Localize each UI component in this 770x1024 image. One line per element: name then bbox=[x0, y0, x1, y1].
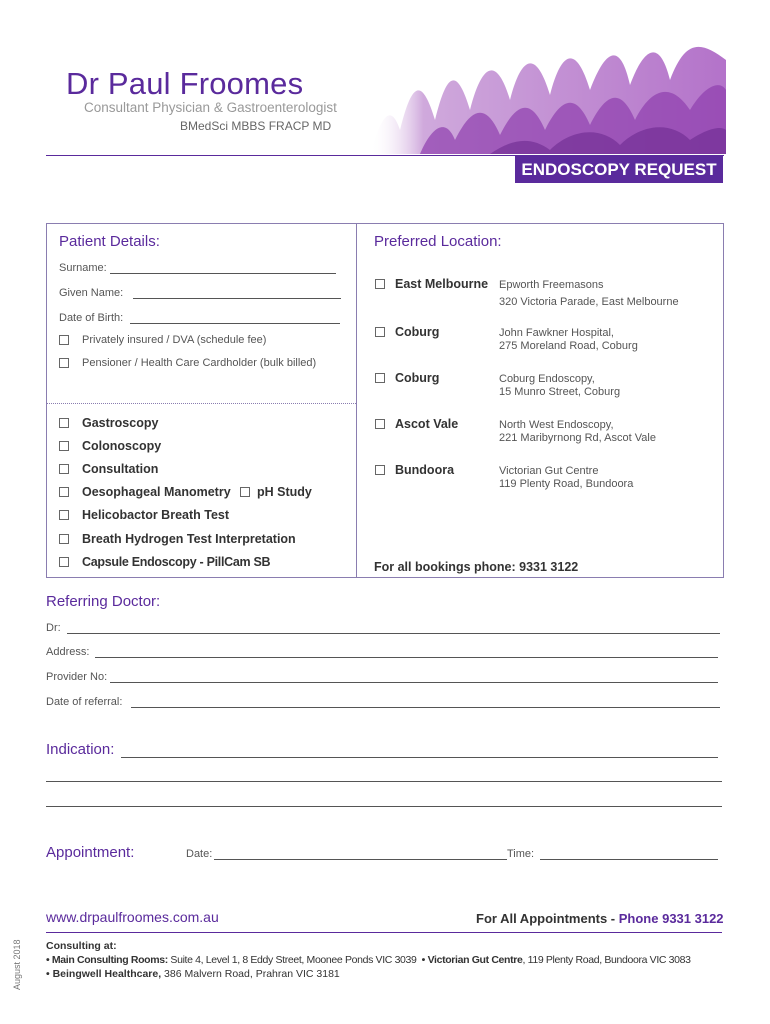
location-bundoora-address-2: 119 Plenty Road, Bundoora bbox=[499, 478, 634, 490]
indication-field-3[interactable] bbox=[46, 806, 722, 807]
capsule-endoscopy-label: Capsule Endoscopy - PillCam SB bbox=[82, 555, 271, 569]
gastroscopy-label: Gastroscopy bbox=[82, 416, 159, 430]
location-coburg-endo-checkbox[interactable] bbox=[375, 373, 385, 383]
pensioner-checkbox[interactable] bbox=[59, 358, 69, 368]
gastroscopy-checkbox[interactable] bbox=[59, 418, 69, 428]
provider-no-field[interactable] bbox=[110, 682, 718, 683]
appointments-phone-number: Phone 9331 3122 bbox=[618, 911, 724, 926]
indication-title: Indication: bbox=[46, 741, 115, 758]
procedures-divider bbox=[47, 403, 356, 404]
location-bundoora-label: Bundoora bbox=[395, 463, 455, 477]
private-insured-checkbox[interactable] bbox=[59, 335, 69, 345]
panel-divider bbox=[356, 223, 357, 578]
referring-doctor-title: Referring Doctor: bbox=[46, 593, 161, 610]
location-coburg-endo-label: Coburg bbox=[395, 371, 440, 385]
location-coburg-jfh-address-2: 275 Moreland Road, Coburg bbox=[499, 340, 638, 352]
doctor-qualifications: BMedSci MBBS FRACP MD bbox=[180, 119, 332, 133]
referral-date-field[interactable] bbox=[131, 707, 720, 708]
appointment-date-label: Date: bbox=[186, 848, 213, 860]
location-ascot-vale-address-1: North West Endoscopy, bbox=[499, 419, 614, 431]
appointments-phone bbox=[476, 911, 724, 926]
location-bundoora-address-1: Victorian Gut Centre bbox=[499, 465, 599, 477]
location-east-melbourne-checkbox[interactable] bbox=[375, 279, 385, 289]
location-east-melbourne-label: East Melbourne bbox=[395, 277, 489, 291]
colonoscopy-label: Colonoscopy bbox=[82, 439, 162, 453]
gut-centre-address: , 119 Plenty Road, Bundoora VIC 3083 bbox=[522, 954, 691, 966]
form-version-date: August 2018 bbox=[12, 939, 22, 990]
location-bundoora-checkbox[interactable] bbox=[375, 465, 385, 475]
breath-hydrogen-label: Breath Hydrogen Test Interpretation bbox=[82, 532, 296, 546]
manometry-label: Oesophageal Manometry bbox=[82, 485, 231, 499]
appointments-prefix: For All Appointments - bbox=[476, 911, 619, 926]
location-ascot-vale-label: Ascot Vale bbox=[395, 417, 459, 431]
preferred-location-title: Preferred Location: bbox=[374, 233, 502, 250]
helicobacter-label: Helicobactor Breath Test bbox=[82, 508, 230, 522]
given-name-field[interactable] bbox=[133, 298, 341, 299]
referring-address-label: Address: bbox=[46, 646, 90, 658]
location-east-melbourne-address-1: Epworth Freemasons bbox=[499, 279, 604, 291]
location-coburg-endo-address-1: Coburg Endoscopy, bbox=[499, 373, 595, 385]
referral-date-label: Date of referral: bbox=[46, 696, 123, 708]
ph-study-checkbox[interactable] bbox=[240, 487, 250, 497]
surname-label: Surname: bbox=[59, 262, 107, 274]
dob-field[interactable] bbox=[130, 323, 340, 324]
patient-location-panel bbox=[46, 223, 724, 578]
colonoscopy-checkbox[interactable] bbox=[59, 441, 69, 451]
consulting-at-label: Consulting at: bbox=[46, 940, 117, 952]
referring-dr-label: Dr: bbox=[46, 622, 61, 634]
appointment-title: Appointment: bbox=[46, 844, 135, 861]
provider-no-label: Provider No: bbox=[46, 671, 108, 683]
given-name-label: Given Name: bbox=[59, 287, 124, 299]
doctor-subtitle: Consultant Physician & Gastroenterologist bbox=[84, 100, 337, 115]
appointment-time-label: Time: bbox=[507, 848, 535, 860]
consultation-label: Consultation bbox=[82, 462, 159, 476]
form-title-banner: ENDOSCOPY REQUEST bbox=[515, 156, 723, 183]
referring-address-field[interactable] bbox=[95, 657, 718, 658]
website-link[interactable]: www.drpaulfroomes.com.au bbox=[46, 909, 219, 925]
surname-field[interactable] bbox=[110, 273, 336, 274]
private-insured-label: Privately insured / DVA (schedule fee) bbox=[82, 334, 267, 346]
appointment-date-field[interactable] bbox=[214, 859, 507, 860]
location-east-melbourne-address-2: 320 Victoria Parade, East Melbourne bbox=[499, 296, 679, 308]
ph-study-label: pH Study bbox=[257, 485, 312, 499]
consultation-checkbox[interactable] bbox=[59, 464, 69, 474]
gut-centre-label: • Victorian Gut Centre bbox=[421, 954, 523, 966]
beingwell-address: 386 Malvern Road, Prahran VIC 3181 bbox=[161, 968, 340, 980]
location-coburg-jfh-label: Coburg bbox=[395, 325, 440, 339]
location-coburg-jfh-checkbox[interactable] bbox=[375, 327, 385, 337]
indication-field-1[interactable] bbox=[121, 757, 718, 758]
location-ascot-vale-address-2: 221 Maribyrnong Rd, Ascot Vale bbox=[499, 432, 656, 444]
patient-details-title: Patient Details: bbox=[59, 233, 160, 250]
location-ascot-vale-checkbox[interactable] bbox=[375, 419, 385, 429]
location-coburg-endo-address-2: 15 Munro Street, Coburg bbox=[499, 386, 621, 398]
consulting-line-2 bbox=[46, 968, 340, 980]
pensioner-label: Pensioner / Health Care Cardholder (bulk billed) bbox=[82, 357, 317, 369]
bookings-phone: For all bookings phone: 9331 3122 bbox=[374, 560, 579, 574]
beingwell-label: • Beingwell Healthcare, bbox=[46, 968, 162, 980]
appointment-time-field[interactable] bbox=[540, 859, 718, 860]
breath-hydrogen-checkbox[interactable] bbox=[59, 534, 69, 544]
location-coburg-jfh-address-1: John Fawkner Hospital, bbox=[499, 327, 614, 339]
indication-field-2[interactable] bbox=[46, 781, 722, 782]
helicobacter-checkbox[interactable] bbox=[59, 510, 69, 520]
consulting-line-1 bbox=[46, 954, 691, 966]
dob-label: Date of Birth: bbox=[59, 312, 124, 324]
manometry-checkbox[interactable] bbox=[59, 487, 69, 497]
referring-dr-field[interactable] bbox=[67, 633, 720, 634]
capsule-endoscopy-checkbox[interactable] bbox=[59, 557, 69, 567]
main-rooms-label: • Main Consulting Rooms: bbox=[46, 954, 168, 966]
main-rooms-address: Suite 4, Level 1, 8 Eddy Street, Moonee Ponds VIC 3039 bbox=[167, 954, 417, 966]
doctor-name: Dr Paul Froomes bbox=[66, 66, 304, 101]
histology-image bbox=[360, 40, 726, 154]
footer-divider bbox=[46, 932, 722, 933]
